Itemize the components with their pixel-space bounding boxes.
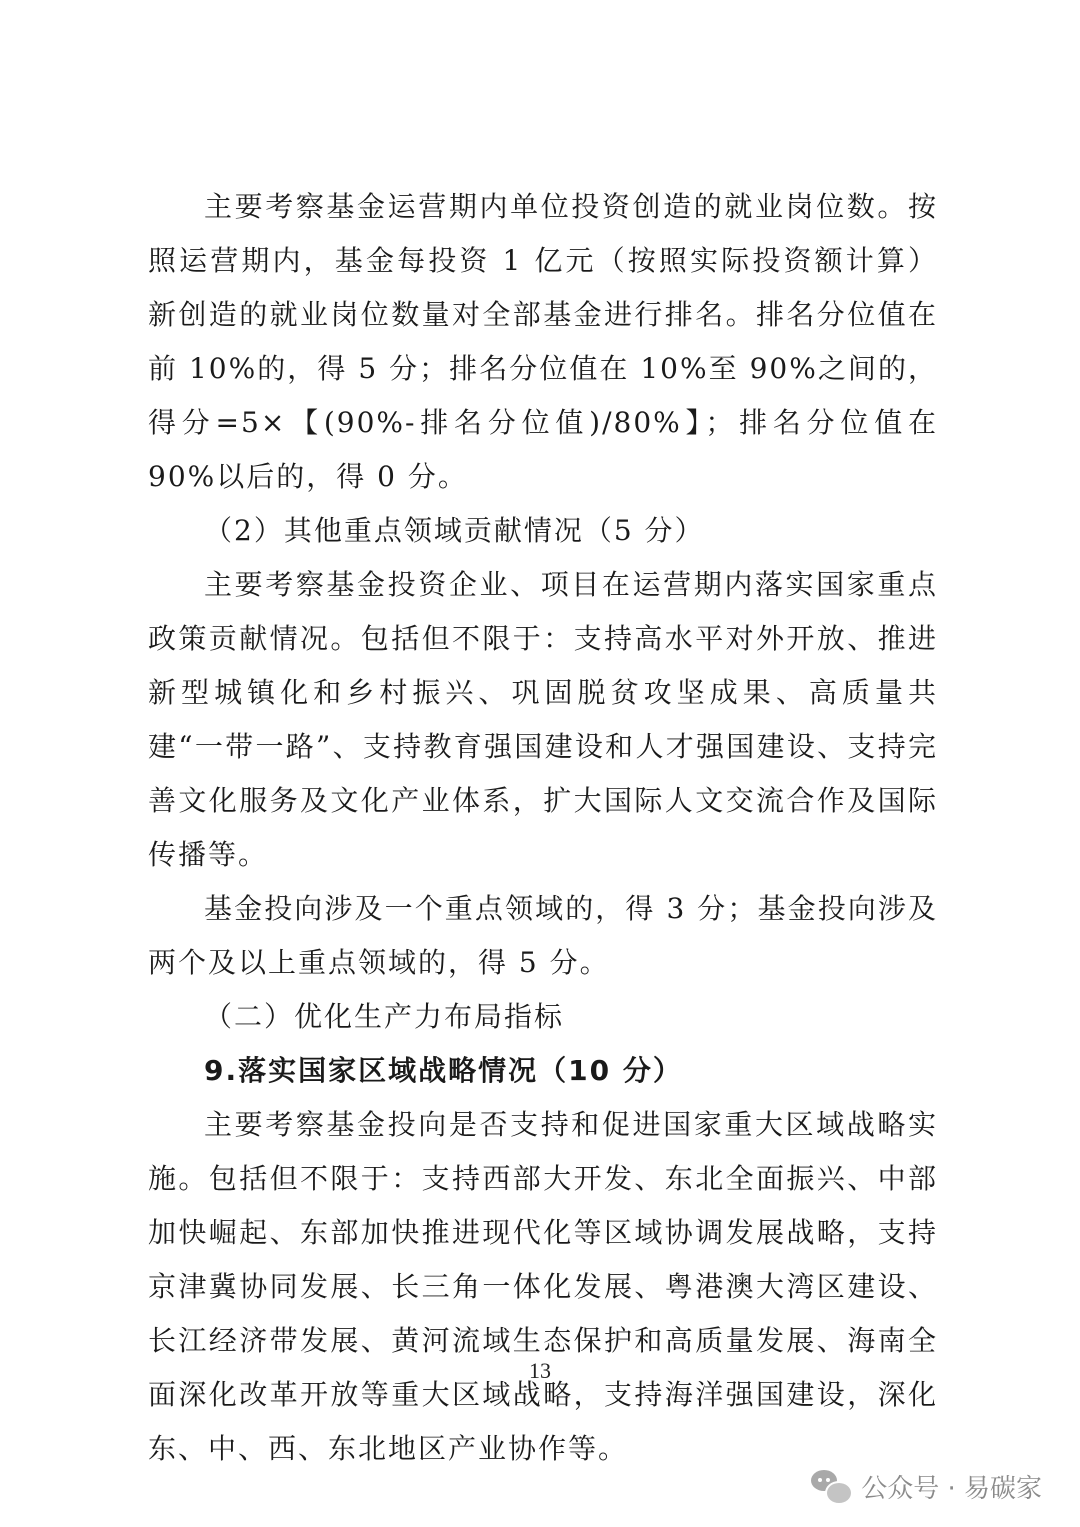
watermark (811, 1468, 1042, 1505)
page-number: 13 (529, 1358, 551, 1383)
wechat-icon (811, 1470, 851, 1504)
heading-regional-strategy: 9.落实国家区域战略情况（10 分） (204, 1054, 683, 1087)
heading-productivity-layout: （二）优化生产力布局指标 (204, 1000, 565, 1033)
watermark-text: 公众号 · 易碳家 (861, 1474, 1042, 1504)
heading-other-key-areas: （2）其他重点领域贡献情况（5 分） (204, 514, 705, 547)
document-body (148, 180, 938, 1476)
paragraph-regional-strategy: 主要考察基金投向是否支持和促进国家重大区域战略实施。包括但不限于：支持西部大开发、东北全面振兴、中部加快崛起、东部加快推进现代化等区域协调发展战略，支持京津冀协同发展、长三角一体化发展、粤港澳大湾区建设、长江经济带发展、黄河流域生态保护和高质量发展、海南全面深化改革开放等重大区域战略，支持海洋强国建设，深化东、中、西、东北地区产业协作等。 (148, 1108, 938, 1465)
paragraph-key-area-scoring: 基金投向涉及一个重点领域的，得 3 分；基金投向涉及两个及以上重点领域的，得 5 分。 (148, 892, 938, 979)
paragraph-key-policy-contribution: 主要考察基金投资企业、项目在运营期内落实国家重点政策贡献情况。包括但不限于：支持高水平对外开放、推进新型城镇化和乡村振兴、巩固脱贫攻坚成果、高质量共建“一带一路”、支持教育强国建设和人才强国建设、支持完善文化服务及文化产业体系，扩大国际人文交流合作及国际传播等。 (148, 568, 938, 871)
paragraph-job-creation: 主要考察基金运营期内单位投资创造的就业岗位数。按照运营期内，基金每投资 1 亿元（按照实际投资额计算）新创造的就业岗位数量对全部基金进行排名。排名分位值在前 10%的，得 5 分；排名分位值在 10%至 90%之间的，得分=5×【(90%-排名分位值)/80%】；排名分位值在 90%以后的，得 0 分。 (148, 190, 938, 493)
